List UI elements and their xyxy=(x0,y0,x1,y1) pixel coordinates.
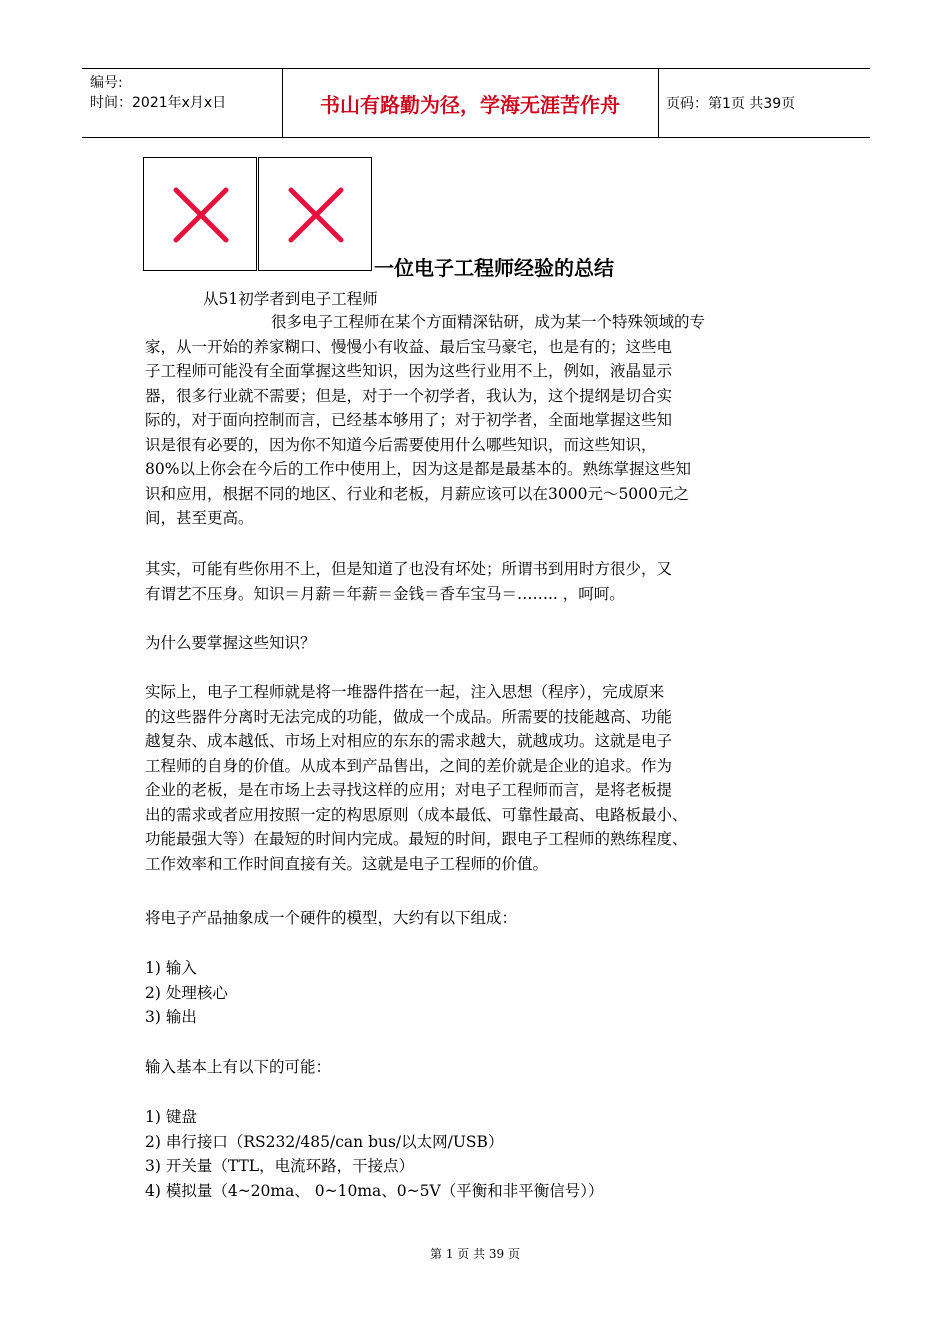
list-item: 1) 键盘 xyxy=(145,1108,197,1126)
page-footer: 第 1 页 共 39 页 xyxy=(430,1247,520,1261)
text-line: 输入基本上有以下的可能： xyxy=(145,1058,332,1076)
paragraph-inputs xyxy=(145,1055,807,1080)
list-item: 2) 处理核心 xyxy=(145,983,228,1002)
header-motto: 书山有路勤为径，学海无涯苦作舟 xyxy=(320,92,620,117)
paragraph-question xyxy=(145,631,807,656)
document-number-label: 编号: xyxy=(90,75,123,91)
broken-image-icon xyxy=(287,186,345,244)
text-line: 识和应用，根据不同的地区、行业和老板，月薪应该可以在3000元～5000元之 xyxy=(145,484,689,503)
text-line: 出的需求或者应用按照一定的构思原则（成本最低、可靠性最高、电路板最小、 xyxy=(145,805,688,824)
document-time-label: 时间：2021年x月x日 xyxy=(90,95,227,111)
text-line: 器，很多行业就不需要；但是，对于一个初学者，我认为，这个提纲是切合实 xyxy=(145,386,673,405)
text-line: 工程师的自身的价值。从成本到产品售出，之间的差价就是企业的追求。作为 xyxy=(145,756,673,775)
text-line: 企业的老板，是在市场上去寻找这样的应用；对电子工程师而言，是将老板提 xyxy=(145,781,673,799)
document-title: 一位电子工程师经验的总结 xyxy=(374,256,614,280)
text-line: 很多电子工程师在某个方面精深钻研，成为某一个特殊领域的专 xyxy=(271,313,706,331)
paragraph-model xyxy=(145,906,807,931)
text-line: 识是很有必要的，因为你不知道今后需要使用什么哪些知识，而这些知识， xyxy=(145,435,657,454)
broken-image-placeholder xyxy=(143,157,257,271)
list-item: 1) 输入 xyxy=(145,959,197,977)
text-line: 间，甚至更高。 xyxy=(145,509,254,527)
header-divider xyxy=(658,69,659,137)
header-page-info: 页码：第1页 共39页 xyxy=(666,96,796,112)
text-line: 实际上，电子工程师就是将一堆器件搭在一起，注入思想（程序），完成原来 xyxy=(145,683,665,701)
text-line: 的这些器件分离时无法完成的功能，做成一个成品。所需要的技能越高、功能 xyxy=(145,707,673,726)
text-line: 子工程师可能没有全面掌握这些知识，因为这些行业用不上，例如，液晶显示 xyxy=(145,362,673,380)
text-line: 有谓艺不压身。知识＝月薪＝年薪＝金钱＝香车宝马＝…….. ，呵呵。 xyxy=(145,584,625,603)
header-meta xyxy=(90,73,226,113)
paragraph-value xyxy=(145,680,807,876)
broken-image-placeholder xyxy=(258,157,372,271)
list-item: 4) 模拟量（4~20ma、 0~10ma、0~5V（平衡和非平衡信号）） xyxy=(145,1181,604,1200)
text-line: 将电子产品抽象成一个硬件的模型，大约有以下组成： xyxy=(145,909,518,927)
list-item: 2) 串行接口（RS232/485/can bus/以太网/USB） xyxy=(145,1132,504,1151)
list-item: 3) 输出 xyxy=(145,1008,197,1026)
text-line: 工作效率和工作时间直接有关。这就是电子工程师的价值。 xyxy=(145,854,549,873)
text-line: 其实，可能有些你用不上，但是知道了也没有坏处；所谓书到用时方很少，又 xyxy=(145,560,673,578)
text-line: 际的，对于面向控制而言，已经基本够用了；对于初学者，全面地掌握这些知 xyxy=(145,411,673,429)
paragraph-intro xyxy=(145,310,807,531)
text-line: 越复杂、成本越低、市场上对相应的东东的需求越大，就越成功。这就是电子 xyxy=(145,732,673,750)
text-line: 为什么要掌握这些知识？ xyxy=(145,634,316,652)
text-line: 家，从一开始的养家糊口、慢慢小有收益、最后宝马豪宅，也是有的；这些电 xyxy=(145,337,673,356)
paragraph-knowledge xyxy=(145,557,807,606)
list-inputs xyxy=(145,1105,807,1203)
text-line: 功能最强大等）在最短的时间内完成。最短的时间，跟电子工程师的熟练程度、 xyxy=(145,830,688,848)
list-components xyxy=(145,956,807,1030)
page-header xyxy=(82,68,870,138)
broken-image-icon xyxy=(172,186,230,244)
document-subtitle: 从51初学者到电子工程师 xyxy=(203,290,378,308)
text-line: 80%以上你会在今后的工作中使用上，因为这是都是最基本的。熟练掌握这些知 xyxy=(145,460,691,478)
list-item: 3) 开关量（TTL，电流环路，干接点） xyxy=(145,1157,415,1175)
